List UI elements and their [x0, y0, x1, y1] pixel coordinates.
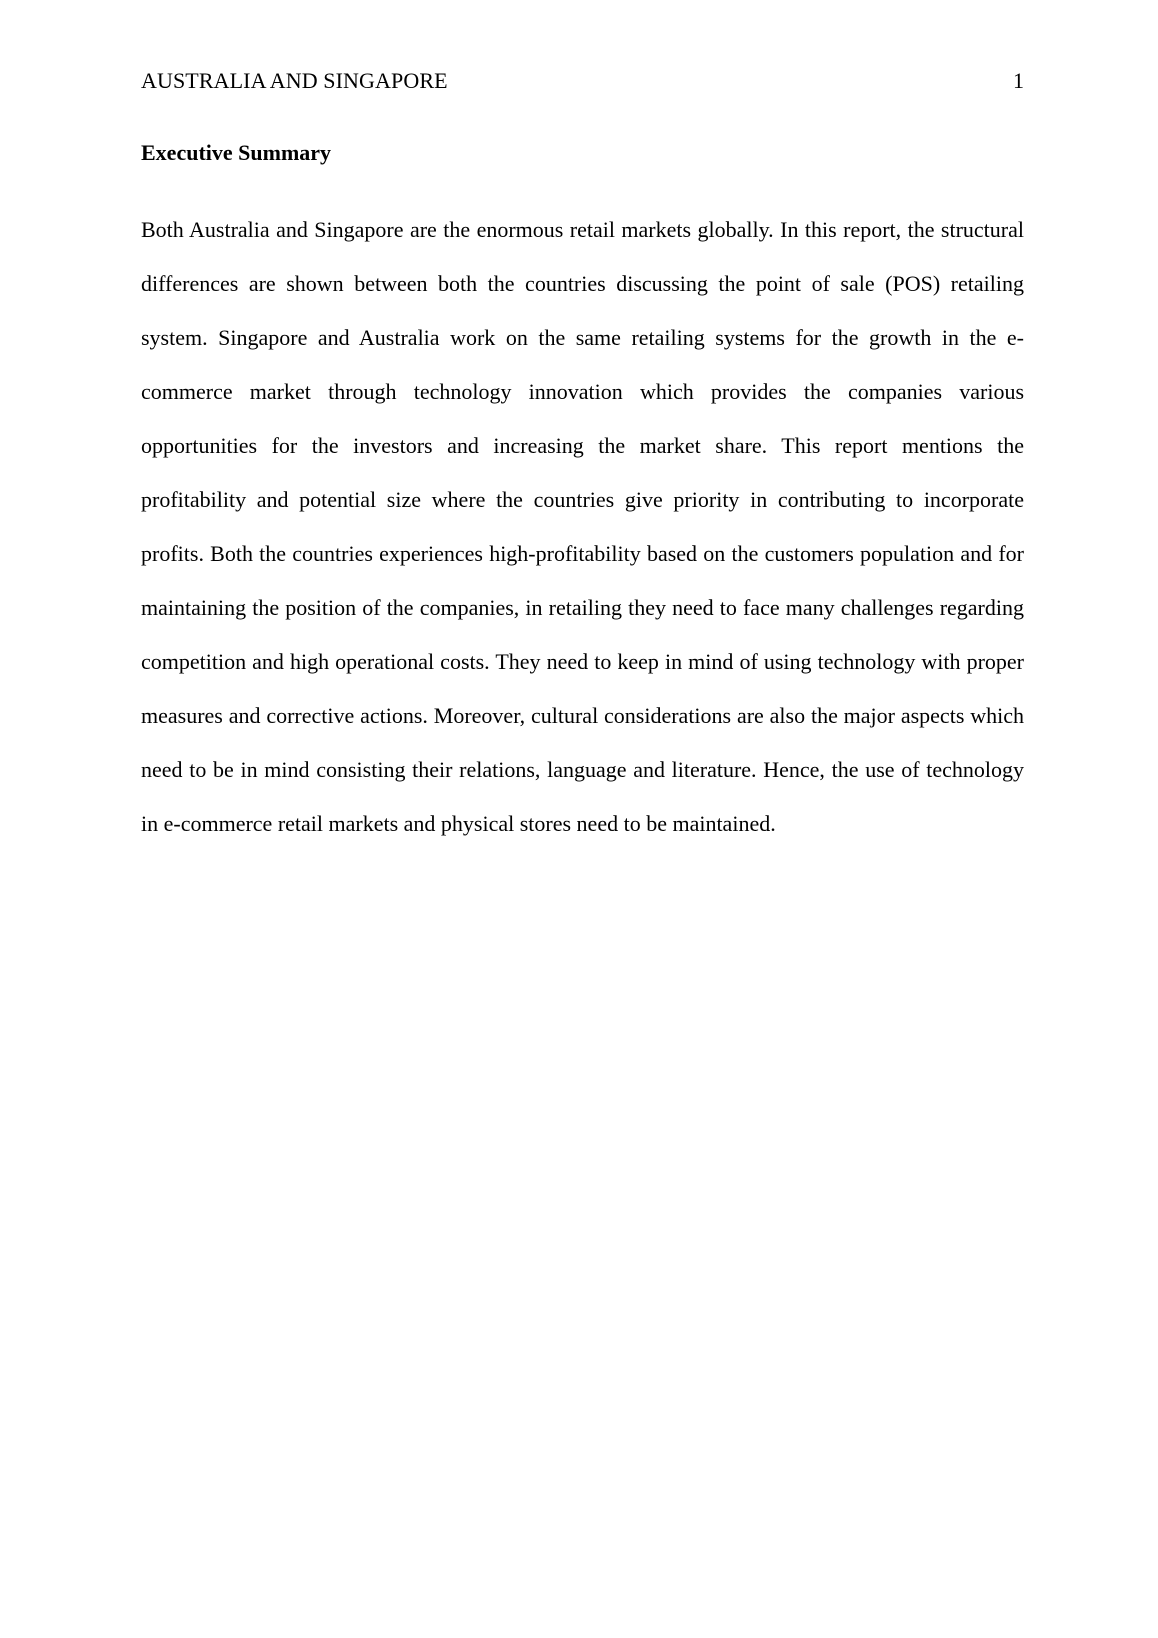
- executive-summary-paragraph: Both Australia and Singapore are the enormous retail markets globally. In this report, the structural differences are shown between both the countries discussing the point of sale (POS) retailing system. Singapore and Australia work on the same retailing systems for the growth in the e-commerce market through technology innovation which provides the companies various opportunities for the investors and increasing the market share. This report mentions the profitability and potential size where the countries give priority in contributing to incorporate profits. Both the countries experiences high-profitability based on the customers population and for maintaining the position of the companies, in retailing they need to face many challenges regarding competition and high operational costs. They need to keep in mind of using technology with proper measures and corrective actions. Moreover, cultural considerations are also the major aspects which need to be in mind consisting their relations, language and literature. Hence, the use of technology in e-commerce retail markets and physical stores need to be maintained.: [141, 217, 1024, 836]
- page-number: 1: [1013, 68, 1024, 93]
- running-head: AUSTRALIA AND SINGAPORE: [141, 68, 448, 93]
- section-heading: Executive Summary: [141, 140, 332, 165]
